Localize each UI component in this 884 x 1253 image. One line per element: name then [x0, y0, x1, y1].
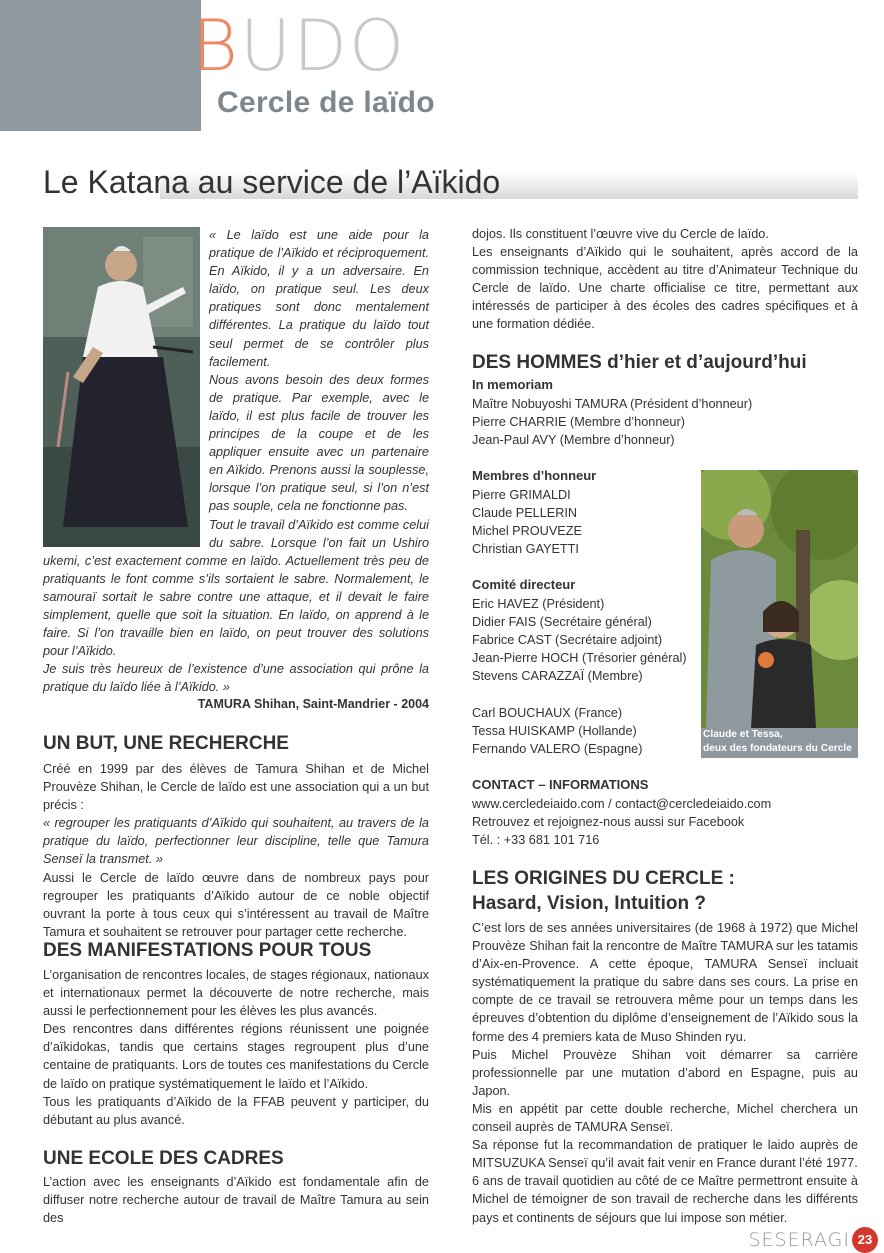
- but-body: [43, 760, 429, 941]
- list-item: Jean-Pierre HOCH (Trésorier général): [472, 651, 687, 665]
- caption-line-1: Claude et Tessa,: [703, 729, 783, 740]
- caption-line-2: deux des fondateurs du Cercle: [703, 743, 852, 754]
- ecole-body-continued: [472, 225, 858, 334]
- heading-origines: LES ORIGINES DU CERCLE :: [472, 868, 735, 889]
- quote-paragraph-4: Je suis très heureux de l’existence d’une association qui prône la pratique du laïdo liée à l’Aïkido. »: [43, 662, 429, 695]
- quote-paragraph-3: Tout le travail d’Aïkido est comme celui du sabre. Lorsque l’on fait un Ushiro ukemi, c’est exactement comme en laïdo. Actuellement très peu de pratiquants le font comme s’ils sortaient le sabre. Normalement, le samouraï sortait le sabre contre une attaque, et il devait le faire simplement, quelle que soit la situation. En laïdo, on apprend à le faire. Si l’on travaille bien en laïdo, on peut trouver des solutions pour l’Aïkido.: [43, 517, 429, 659]
- page-footer: [748, 1227, 878, 1253]
- manif-paragraph-3: Tous les pratiquants d’Aïkido de la FFAB peuvent y participer, du débutant au plus avancé.: [43, 1094, 429, 1127]
- contact-list: [472, 795, 771, 849]
- ecole-paragraph-2: dojos. Ils constituent l’œuvre vive du Cercle de laïdo.: [472, 227, 769, 241]
- list-item: Eric HAVEZ (Président): [472, 597, 605, 611]
- origines-paragraph-2: Puis Michel Prouvèze Shihan voit démarrer sa carrière professionnelle par une mutation d’abord en Espagne, puis au Japon.: [472, 1047, 858, 1098]
- page-title: Le Katana au service de l’Aïkido: [43, 164, 501, 200]
- origines-paragraph-1: C’est lors de ses années universitaires (de 1968 à 1972) que Michel Prouvèze Shihan fait la rencontre de Maître TAMURA sur les tatamis d’Aix-en-Provence. A cette époque, TAMURA Senseï incluait systématiquement la pratique du sabre dans ses cours. La prise en compte de ce travail se retrouvera même pour un temps dans les épreuves d’obtention du diplôme d’enseignement de l’Aïkido sous la forme des 4 premiers kata de Muso Shinden ryu.: [472, 921, 858, 1044]
- list-item: Pierre CHARRIE (Membre d’honneur): [472, 415, 685, 429]
- quote-signature: TAMURA Shihan, Saint-Mandrier - 2004: [197, 697, 429, 711]
- heading-hommes: DES HOMMES d’hier et d’aujourd’hui: [472, 352, 807, 373]
- subtitle: Cercle de laïdo: [217, 86, 435, 119]
- founders-photo: [701, 470, 858, 728]
- heading-but: UN BUT, UNE RECHERCHE: [43, 733, 289, 754]
- memoriam-title: In memoriam: [472, 377, 553, 392]
- list-item: Claude PELLERIN: [472, 506, 578, 520]
- list-item: Tessa HUISKAMP (Hollande): [472, 724, 637, 738]
- photo-caption: [701, 728, 858, 758]
- manif-paragraph-1: L’organisation de rencontres locales, de stages régionaux, nationaux et internationaux permet la découverte de notre recherche, mais aussi le perfectionnement pour les élèves les plus avancés.: [43, 968, 429, 1019]
- heading-origines-sub: Hasard, Vision, Intuition ?: [472, 893, 707, 914]
- tamura-quote: [43, 226, 429, 696]
- memoriam-list: [472, 395, 752, 449]
- list-item: Fernando VALERO (Espagne): [472, 742, 643, 756]
- budo-first-letter: B: [192, 5, 240, 87]
- ecole-paragraph-1: L’action avec les enseignants d’Aïkido est fondamentale afin de diffuser notre recherche autour de travail de Maître Tamura au sein des: [43, 1175, 429, 1226]
- list-item: Christian GAYETTI: [472, 542, 579, 556]
- comite-list: [472, 595, 687, 685]
- list-item: Didier FAIS (Secrétaire général): [472, 615, 652, 629]
- origines-paragraph-3: Mis en appétit par cette double recherche, Michel cherchera un conseil auprès de TAMURA Senseï.: [472, 1101, 858, 1135]
- comite-title: Comité directeur: [472, 577, 576, 592]
- budo-rest-letters: UDO: [239, 5, 407, 87]
- magazine-name: SESERAGI: [748, 1229, 850, 1251]
- quote-paragraph-2: Nous avons besoin des deux formes de pratique. Par exemple, avec le laïdo, il est plus facile de trouver les principes de la coupe et de les appliquer ensuite avec un partenaire en Aïkido. Prenons aussi la souplesse, lorsque l’on pratique seul, si l’on n’est pas souple, cela ne fonctionne pas.: [209, 372, 429, 514]
- honneur-list: [472, 486, 582, 558]
- origines-paragraph-5: 6 ans de travail quotidien au côté de ce Maître permettront ensuite à Michel de témoigner de son travail de recherche dans les différents pays et continents de séjours que lui impose son métier.: [472, 1174, 858, 1225]
- but-quote: « regrouper les pratiquants d’Aïkido qui souhaitent, au travers de la pratique du laïdo, perfectionner leur discipline, telle que Tamura Senseï la transmet. »: [43, 816, 429, 867]
- manif-body: [43, 966, 429, 1129]
- origines-paragraph-4: Sa réponse fut la recommandation de pratiquer le laido auprès de MITSUZUKA Senseï qu’il avait fait venir en France durant l’été 1977.: [472, 1138, 858, 1171]
- heading-manif: DES MANIFESTATIONS POUR TOUS: [43, 940, 372, 961]
- list-item: Stevens CARAZZAÏ (Membre): [472, 669, 643, 683]
- list-item: Carl BOUCHAUX (France): [472, 706, 623, 720]
- ecole-paragraph-3: Les enseignants d’Aïkido qui le souhaitent, après accord de la commission technique, accèdent au titre d’Animateur Technique du Cercle de laïdo. Une charte officialise ce titre, permettant aux intéressés de participer à des écoles des cadres spécifiques et à une formation dédiée.: [472, 245, 858, 332]
- list-item: Pierre GRIMALDI: [472, 488, 571, 502]
- page-number: 23: [852, 1227, 878, 1253]
- contact-website[interactable]: www.cercledeiaido.com / contact@cercledeiaido.com: [472, 797, 772, 811]
- contact-title: CONTACT – INFORMATIONS: [472, 777, 649, 792]
- honneur-title: Membres d’honneur: [472, 468, 597, 483]
- list-item: Maître Nobuyoshi TAMURA (Président d’honneur): [472, 397, 753, 411]
- budo-logo: [192, 5, 407, 87]
- but-paragraph-1: Créé en 1999 par des élèves de Tamura Shihan et de Michel Prouvèze Shihan, le Cercle de laïdo est une association qui a un but précis :: [43, 762, 429, 813]
- but-paragraph-2: Aussi le Cercle de laïdo œuvre dans de nombreux pays pour regrouper les pratiquants d’Aïkido autour de ce noble objectif ouvrant la porte à tous ceux qui s’intéressent au travail de Maître Tamura et souhaitent se retrouver pour partager cette recherche.: [43, 870, 429, 939]
- contact-phone: Tél. : +33 681 101 716: [472, 833, 600, 847]
- list-item: Fabrice CAST (Secrétaire adjoint): [472, 633, 663, 647]
- header-gray-block: [0, 0, 201, 131]
- pays-list: [472, 704, 642, 758]
- ecole-body: [43, 1173, 429, 1227]
- contact-facebook: Retrouvez et rejoignez-nous aussi sur Facebook: [472, 815, 745, 829]
- origines-body: [472, 919, 858, 1227]
- manif-paragraph-2: Des rencontres dans différentes régions réunissent une poignée d’aïkidokas, tandis que certains stages regroupent plus d’une centaine de pratiquants. Lors de toutes ces manifestations du Cercle de laïdo on pratique systématiquement le laïdo et l’Aïkido.: [43, 1022, 429, 1091]
- quote-paragraph-1: « Le laïdo est une aide pour la pratique de l’Aïkido et réciproquement. En Aïkido, il y a un adversaire. En laïdo, on pratique seul. Les deux pratiques sont donc mentalement différentes. La pratique du laïdo tout seul permet de se contrôler plus facilement.: [209, 228, 429, 369]
- list-item: Michel PROUVEZE: [472, 524, 582, 538]
- heading-ecole: UNE ECOLE DES CADRES: [43, 1148, 284, 1169]
- list-item: Jean-Paul AVY (Membre d’honneur): [472, 433, 675, 447]
